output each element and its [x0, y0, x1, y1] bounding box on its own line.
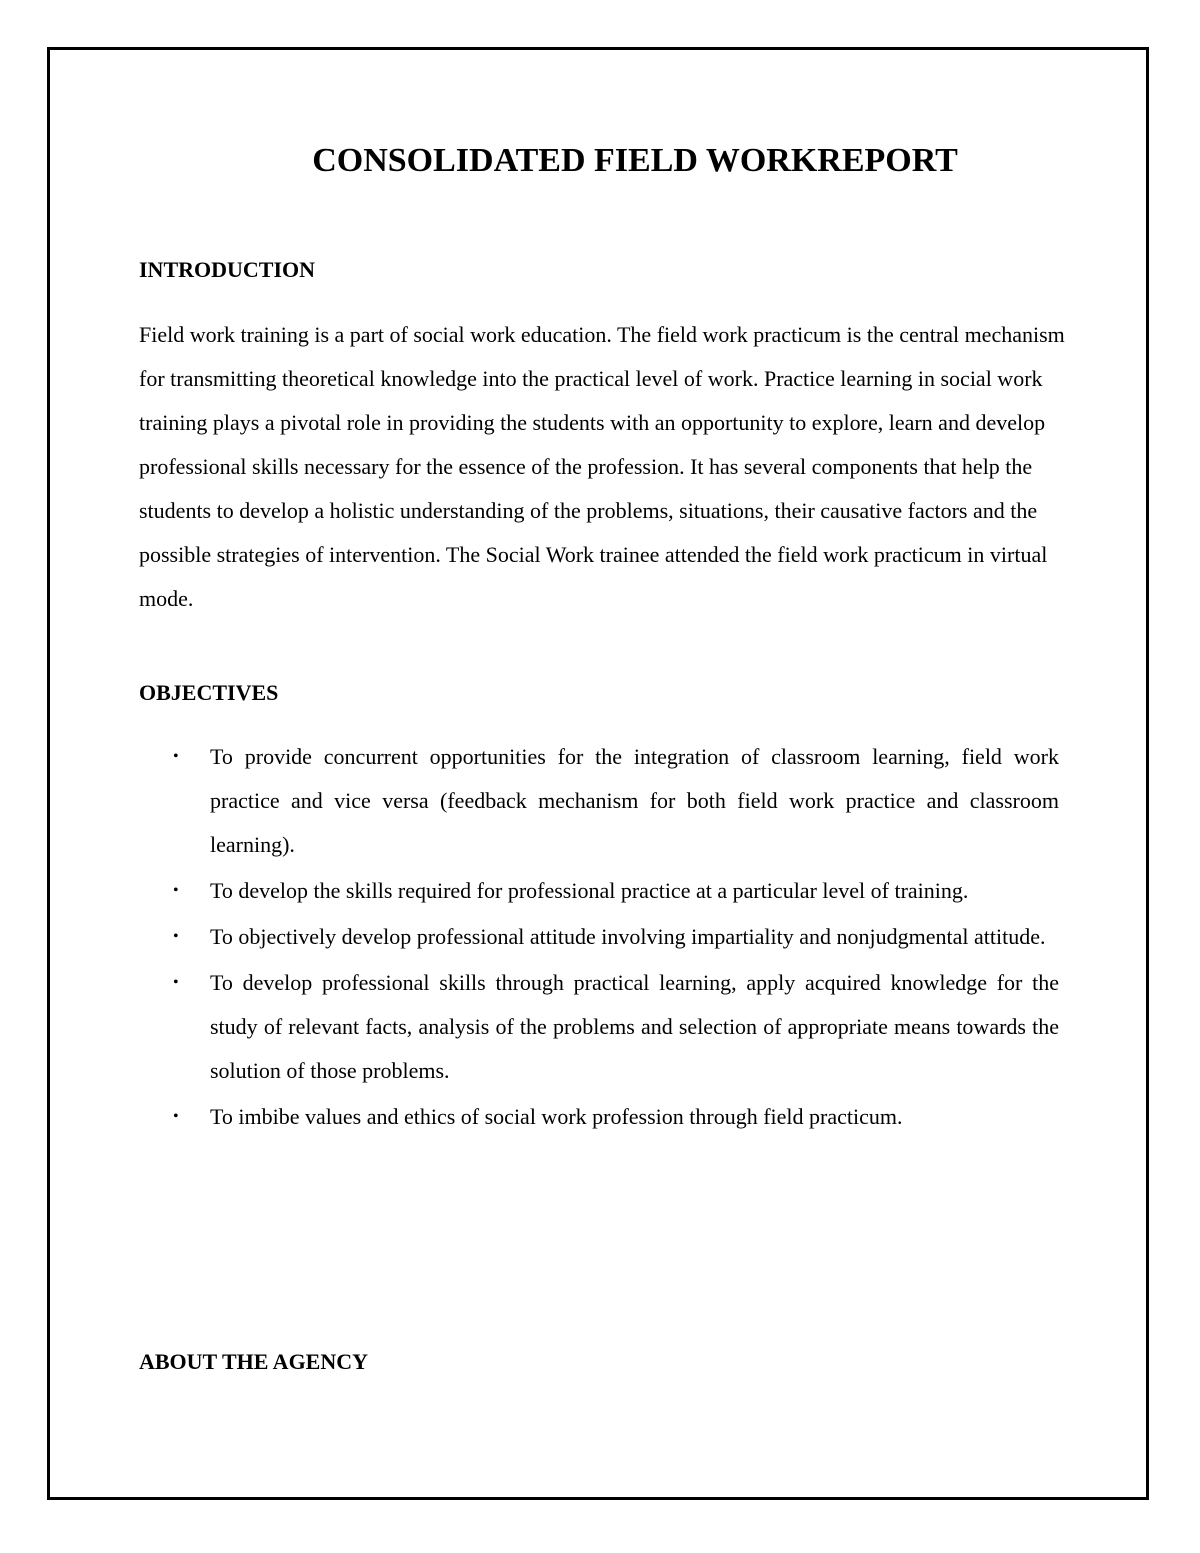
objectives-list: [139, 735, 1059, 1141]
objective-item: [139, 1095, 1059, 1139]
introduction-heading: INTRODUCTION: [139, 257, 316, 282]
objective-text: To objectively develop professional attitude involving impartiality and nonjudgmental attitude.: [210, 924, 1046, 949]
bullet-icon: •: [173, 1108, 179, 1125]
bullet-icon: •: [173, 882, 179, 899]
bullet-icon: •: [173, 748, 179, 765]
bullet-icon: •: [173, 974, 179, 991]
objective-item: [139, 915, 1059, 959]
objective-item: [139, 869, 1059, 913]
bullet-icon: •: [173, 928, 179, 945]
document-title: CONSOLIDATED FIELD WORKREPORT: [312, 142, 958, 179]
about-agency-heading: ABOUT THE AGENCY: [139, 1349, 369, 1374]
objective-text: To provide concurrent opportunities for the integration of classroom learning, field work practice and vice versa (feedback mechanism for both field work practice and classroom learning).: [210, 744, 1059, 857]
objective-text: To develop the skills required for professional practice at a particular level of training.: [210, 878, 969, 903]
objective-text: To develop professional skills through practical learning, apply acquired knowledge for the study of relevant facts, analysis of the problems and selection of appropriate means towards the solution of those problems.: [210, 970, 1059, 1083]
objective-text: To imbibe values and ethics of social work profession through field practicum.: [210, 1104, 903, 1129]
introduction-paragraph: Field work training is a part of social work education. The field work practicum is the central mechanism for transmitting theoretical knowledge into the practical level of work. Practice learning in social work training plays a pivotal role in providing the students with an opportunity to explore, learn and develop professional skills necessary for the essence of the profession. It has several components that help the students to develop a holistic understanding of the problems, situations, their causative factors and the possible strategies of intervention. The Social Work trainee attended the field work practicum in virtual mode.: [139, 322, 1065, 611]
objectives-heading: OBJECTIVES: [139, 680, 279, 705]
objective-item: [139, 735, 1059, 867]
objective-item: [139, 961, 1059, 1093]
